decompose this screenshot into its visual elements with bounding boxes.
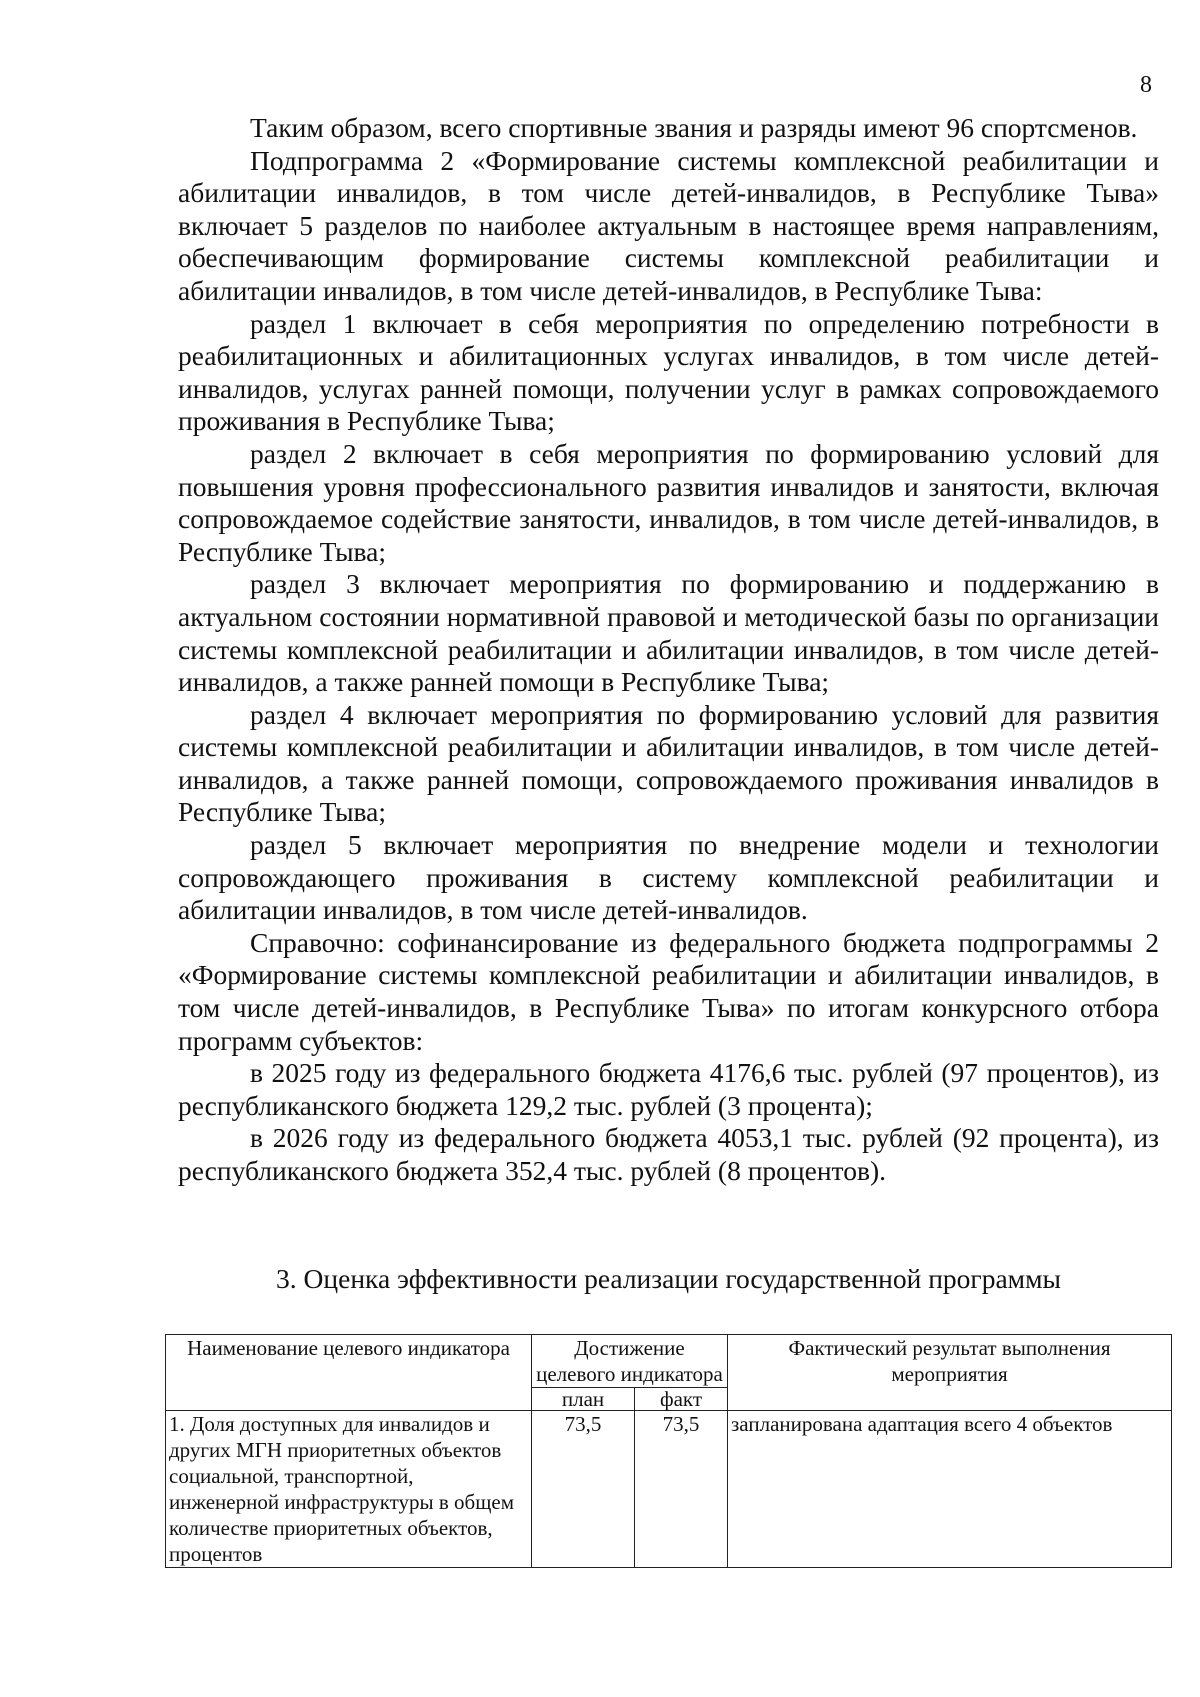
cell-plan-value: 73,5 bbox=[532, 1411, 635, 1568]
cell-indicator-name: 1. Доля доступных для инвалидов и других МГН приоритетных объектов социальной, транспортной, инженерной инфраструктуры в общем количестве приоритетных объектов, процентов bbox=[166, 1411, 532, 1568]
header-achievement: Достижение целевого индикатора bbox=[532, 1335, 728, 1388]
header-actual-result: Фактический результат выполнения мероприятия bbox=[728, 1335, 1172, 1411]
cell-fact-value: 73,5 bbox=[635, 1411, 728, 1568]
header-indicator-name: Наименование целевого индикатора bbox=[166, 1335, 532, 1411]
paragraph-athletes-summary: Таким образом, всего спортивные звания и разряды имеют 96 спортсменов. bbox=[250, 112, 1138, 143]
section-heading: 3. Оценка эффективности реализации государственной программы bbox=[276, 1263, 1061, 1294]
paragraph-funding-2025: в 2025 году из федерального бюджета 4176,6 тыс. рублей (97 процентов), из республиканского бюджета 129,2 тыс. рублей (3 процента); bbox=[178, 1057, 1159, 1121]
effectiveness-table bbox=[165, 1334, 1172, 1568]
header-fact: факт bbox=[635, 1388, 728, 1411]
effectiveness-table-wrapper bbox=[165, 1334, 1172, 1568]
paragraph-section-1: раздел 1 включает в себя мероприятия по определению потребности в реабилитационных и абилитационных услугах инвалидов, в том числе детей-инвалидов, услугах ранней помощи, получении услуг в рамках сопровождаемого проживания в Республике Тыва; bbox=[178, 307, 1159, 437]
header-plan: план bbox=[532, 1388, 635, 1411]
paragraph-funding-2026: в 2026 году из федерального бюджета 4053,1 тыс. рублей (92 процента), из республиканского бюджета 352,4 тыс. рублей (8 процентов). bbox=[178, 1122, 1159, 1186]
page-number: 8 bbox=[1140, 72, 1152, 98]
paragraph-section-2: раздел 2 включает в себя мероприятия по формированию условий для повышения уровня профессионального развития инвалидов и занятости, включая сопровождаемое содействие занятости, инвалидов, в том числе детей-инвалидов, в Республике Тыва; bbox=[178, 437, 1159, 567]
cell-actual-result: запланирована адаптация всего 4 объектов bbox=[728, 1411, 1172, 1568]
paragraph-section-4: раздел 4 включает мероприятия по формированию условий для развития системы комплексной реабилитации и абилитации инвалидов, в том числе детей-инвалидов, а также ранней помощи, сопровождаемого проживания инвалидов в Республике Тыва; bbox=[178, 698, 1159, 828]
paragraph-cofinancing-note: Справочно: софинансирование из федерального бюджета подпрограммы 2 «Формирование системы комплексной реабилитации и абилитации инвалидов, в том числе детей-инвалидов, в Республике Тыва» по итогам конкурсного отбора программ субъектов: bbox=[178, 926, 1159, 1056]
paragraph-section-3: раздел 3 включает мероприятия по формированию и поддержанию в актуальном состоянии нормативной правовой и методической базы по организации системы комплексной реабилитации и абилитации инвалидов, в том числе детей-инвалидов, а также ранней помощи в Республике Тыва; bbox=[178, 568, 1159, 698]
table-row bbox=[166, 1411, 1172, 1568]
paragraph-section-5: раздел 5 включает мероприятия по внедрение модели и технологии сопровождающего проживания в систему комплексной реабилитации и абилитации инвалидов, в том числе детей-инвалидов. bbox=[178, 829, 1159, 926]
body-text bbox=[178, 112, 1159, 1188]
paragraph-subprogram-2-intro: Подпрограмма 2 «Формирование системы комплексной реабилитации и абилитации инвалидов, в том числе детей-инвалидов, в Республике Тыва» включает 5 разделов по наиболее актуальным в настоящее время направлениям, обеспечивающим формирование системы комплексной реабилитации и абилитации инвалидов, в том числе детей-инвалидов, в Республике Тыва: bbox=[178, 144, 1159, 306]
table-header-row bbox=[166, 1335, 1172, 1388]
